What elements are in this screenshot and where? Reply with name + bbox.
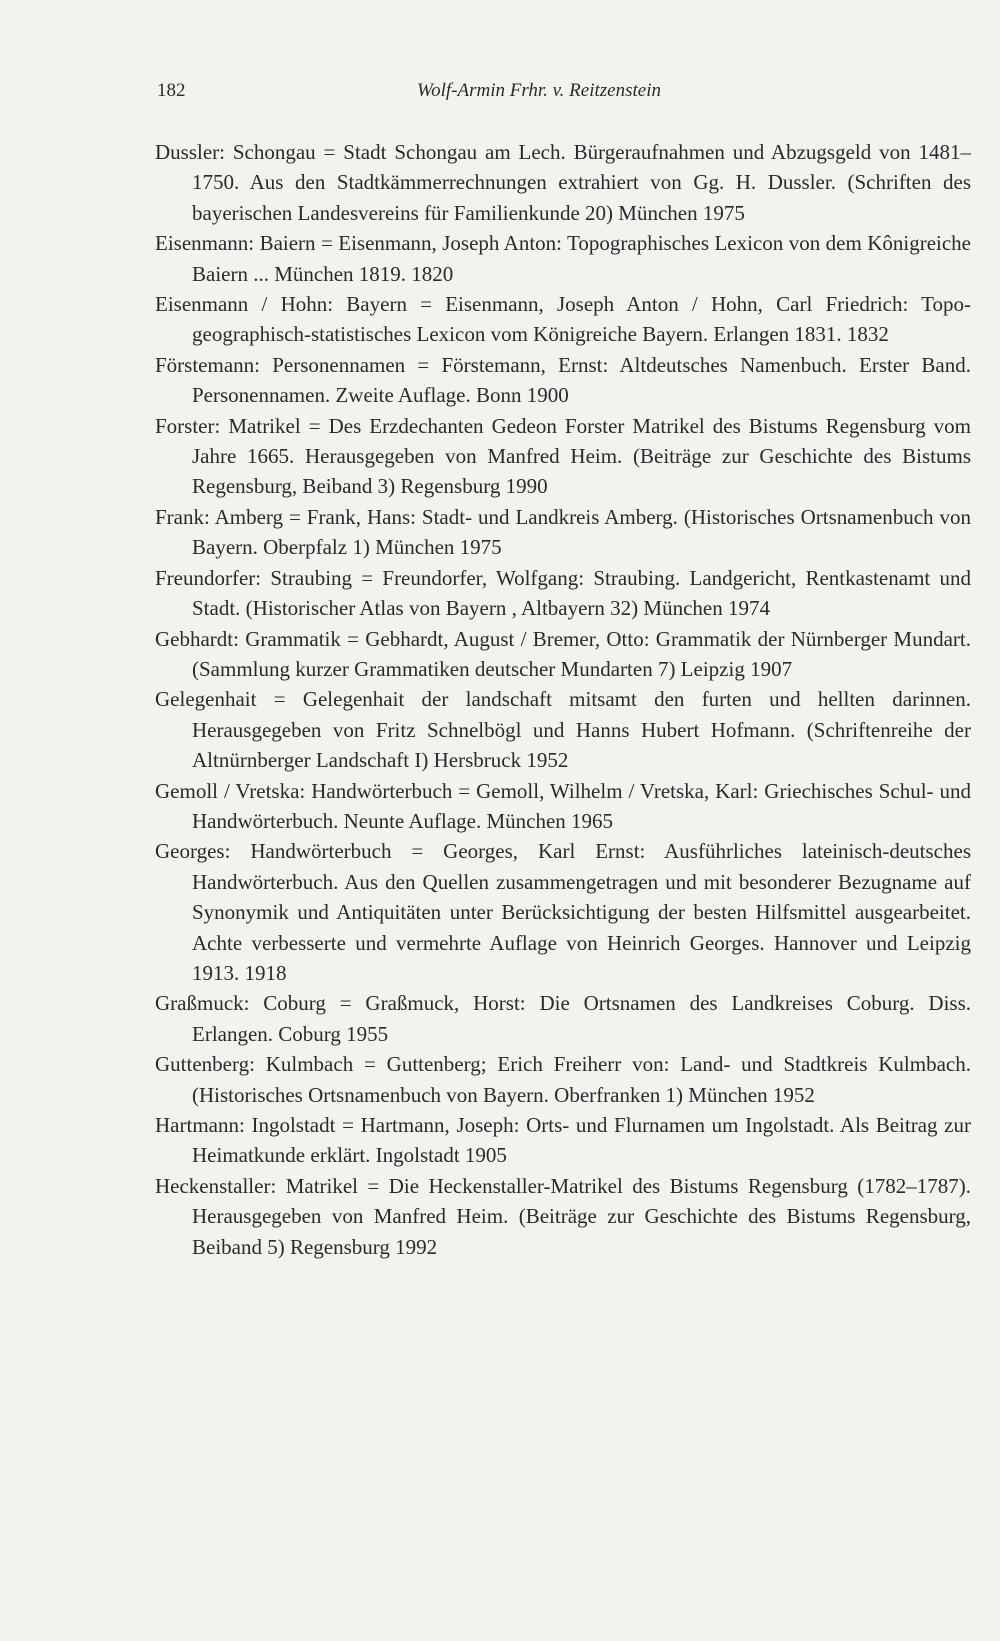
bibliography-entry: Georges: Handwörterbuch = Georges, Karl Ernst: Ausführliches lateinisch-deutsches Handwörterbuch. Aus den Quellen zusammengetragen und mit besonderer Bezugname auf Synonymik und Antiquitäten unter Berücksichtigung der besten Hilfsmittel ausgearbeitet. Achte verbesserte und vermehrte Auflage von Heinrich Georges. Hannover und Leipzig 1913. 1918 [155,839,971,985]
bibliography-entry: Eisenmann / Hohn: Bayern = Eisenmann, Joseph Anton / Hohn, Carl Friedrich: Topo-geographisch-statistisches Lexicon vom Königreiche Bayern. Erlangen 1831. 1832 [155,292,971,347]
bibliography-entry: Gebhardt: Grammatik = Gebhardt, August / Bremer, Otto: Grammatik der Nürnberger Mundart. (Sammlung kurzer Grammatiken deutscher Mundarten 7) Leipzig 1907 [155,626,971,681]
bibliography-entry: Eisenmann: Baiern = Eisenmann, Joseph Anton: Topographisches Lexicon von dem Kônigreiche Baiern ... München 1819. 1820 [155,231,971,286]
bibliography-entry: Gemoll / Vretska: Handwörterbuch = Gemoll, Wilhelm / Vretska, Karl: Griechisches Schul- und Handwörterbuch. Neunte Auflage. München 1965 [155,778,971,833]
bibliography-entry: Frank: Amberg = Frank, Hans: Stadt- und Landkreis Amberg. (Historisches Ortsnamenbuch von Bayern. Oberpfalz 1) München 1975 [155,504,971,560]
page-number: 182 [157,80,186,101]
bibliography-entry: Dussler: Schongau = Stadt Schongau am Lech. Bürgeraufnahmen und Abzugsgeld von 1481–1750. Aus den Stadtkämmerrechnungen extrahiert von Gg. H. Dussler. (Schriften des bayerischen Landesvereins für Familienkunde 20) München 1975 [155,140,971,225]
bibliography-entry: Freundorfer: Straubing = Freundorfer, Wolfgang: Straubing. Landgericht, Rentkastenamt und Stadt. (Historischer Atlas von Bayern , Altbayern 32) München 1974 [155,565,971,621]
bibliography-list [155,137,971,1262]
bibliography-entry: Förstemann: Personennamen = Förstemann, Ernst: Altdeutsches Namenbuch. Erster Band. Personennamen. Zweite Auflage. Bonn 1900 [155,352,971,408]
bibliography-entry: Hartmann: Ingolstadt = Hartmann, Joseph: Orts- und Flurnamen um Ingolstadt. Als Beitrag zur Heimatkunde erklärt. Ingolstadt 1905 [155,1113,971,1168]
bibliography-entry: Guttenberg: Kulmbach = Guttenberg; Erich Freiherr von: Land- und Stadtkreis Kulmbach. (Historisches Ortsnamenbuch von Bayern. Oberfranken 1) München 1952 [155,1052,971,1107]
page-header [157,80,977,110]
bibliography-entry: Graßmuck: Coburg = Graßmuck, Horst: Die Ortsnamen des Landkreises Coburg. Diss. Erlangen. Coburg 1955 [155,991,971,1046]
bibliography-entry: Heckenstaller: Matrikel = Die Heckenstaller-Matrikel des Bistums Regensburg (1782–1787). Herausgegeben von Manfred Heim. (Beiträge zur Geschichte des Bistums Regensburg, Beiband 5) Regensburg 1992 [155,1173,971,1259]
bibliography-entry: Gelegenhait = Gelegenhait der landschaft mitsamt den furten und hellten darinnen. Herausgegeben von Fritz Schnelbögl und Hanns Hubert Hofmann. (Schriftenreihe der Altnürnberger Landschaft I) Hersbruck 1952 [155,687,971,773]
bibliography-entry: Forster: Matrikel = Des Erzdechanten Gedeon Forster Matrikel des Bistums Regensburg vom Jahre 1665. Herausgegeben von Manfred Heim. (Beiträge zur Geschichte des Bistums Regensburg, Beiband 3) Regensburg 1990 [155,413,971,499]
running-head: Wolf-Armin Frhr. v. Reitzenstein [417,80,661,101]
